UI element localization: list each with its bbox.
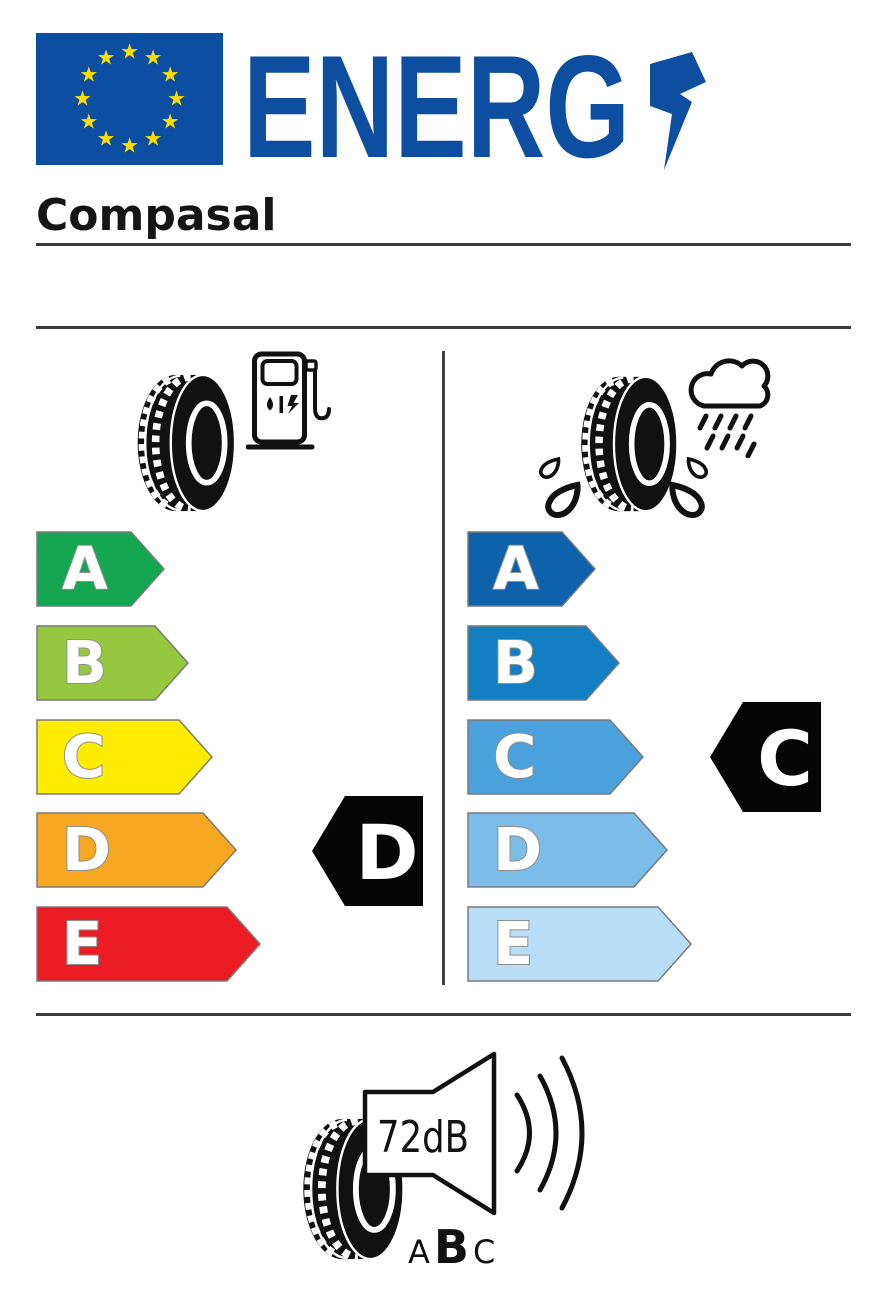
wet-grade-arrow-c: [467, 719, 645, 795]
noise-class-a: A: [408, 1233, 430, 1271]
fuel-pump-icon: [246, 350, 332, 452]
fuel-grade-arrow-e: [36, 906, 262, 982]
wet-grade-letter: E: [493, 909, 534, 978]
fuel-grade-letter: A: [62, 534, 108, 603]
wet-grade-arrow-a: [467, 531, 597, 607]
wet-rating-indicator: [709, 701, 822, 813]
rain-cloud-icon: [678, 346, 786, 458]
fuel-grade-letter: E: [62, 909, 103, 978]
brand-name: Compasal: [36, 190, 277, 241]
noise-class-b: B: [433, 1220, 469, 1274]
fuel-grade-letter: C: [62, 722, 106, 791]
rule-top: [36, 243, 851, 246]
eu-flag-star-icon: ★: [143, 45, 163, 70]
sound-waves-icon: [517, 1058, 582, 1208]
eu-flag-star-icon: ★: [96, 126, 116, 151]
wet-grade-letter: A: [493, 534, 539, 603]
noise-class-scale: [408, 1220, 495, 1274]
eu-flag-star-icon: ★: [160, 109, 180, 134]
eu-flag-star-icon: ★: [160, 62, 180, 87]
noise-value: 72dB: [377, 1112, 469, 1163]
noise-class-c: C: [472, 1233, 496, 1271]
section-divider: [442, 351, 445, 985]
eu-flag-star-icon: ★: [79, 62, 99, 87]
fuel-grade-arrow-c: [36, 719, 214, 795]
energ-logo: [240, 42, 720, 174]
eu-flag-star-icon: ★: [96, 45, 116, 70]
fuel-rating-indicator: [311, 795, 424, 907]
eu-flag-star-icon: ★: [79, 109, 99, 134]
wet-grade-letter: D: [493, 815, 542, 884]
wet-rating-letter: C: [757, 714, 813, 803]
energ-logo-text: ENERG: [243, 42, 630, 174]
wet-grade-letter: B: [493, 628, 538, 697]
eu-flag-star-icon: ★: [143, 126, 163, 151]
wet-grade-arrow-e: [467, 906, 693, 982]
eu-flag-star-icon: ★: [120, 39, 139, 63]
fuel-grade-letter: D: [62, 815, 111, 884]
fuel-grade-arrow-b: [36, 625, 190, 701]
fuel-rating-letter: D: [355, 808, 419, 897]
splash-drops-icon: [530, 445, 730, 520]
rule-middle: [36, 326, 851, 329]
wet-grade-arrow-d: [467, 812, 669, 888]
fuel-grade-arrow-a: [36, 531, 166, 607]
eu-flag-star-icon: ★: [167, 86, 186, 110]
wet-grade-arrow-b: [467, 625, 621, 701]
rule-bottom: [36, 1013, 851, 1016]
fuel-tire-icon: [132, 372, 236, 514]
eu-flag-star-icon: ★: [73, 86, 92, 110]
fuel-grade-letter: B: [62, 628, 107, 697]
eu-flag: [36, 33, 223, 165]
eu-flag-star-icon: ★: [120, 133, 139, 157]
lightning-bolt-icon: [650, 52, 706, 170]
fuel-grade-arrow-d: [36, 812, 238, 888]
wet-grade-letter: C: [493, 722, 537, 791]
